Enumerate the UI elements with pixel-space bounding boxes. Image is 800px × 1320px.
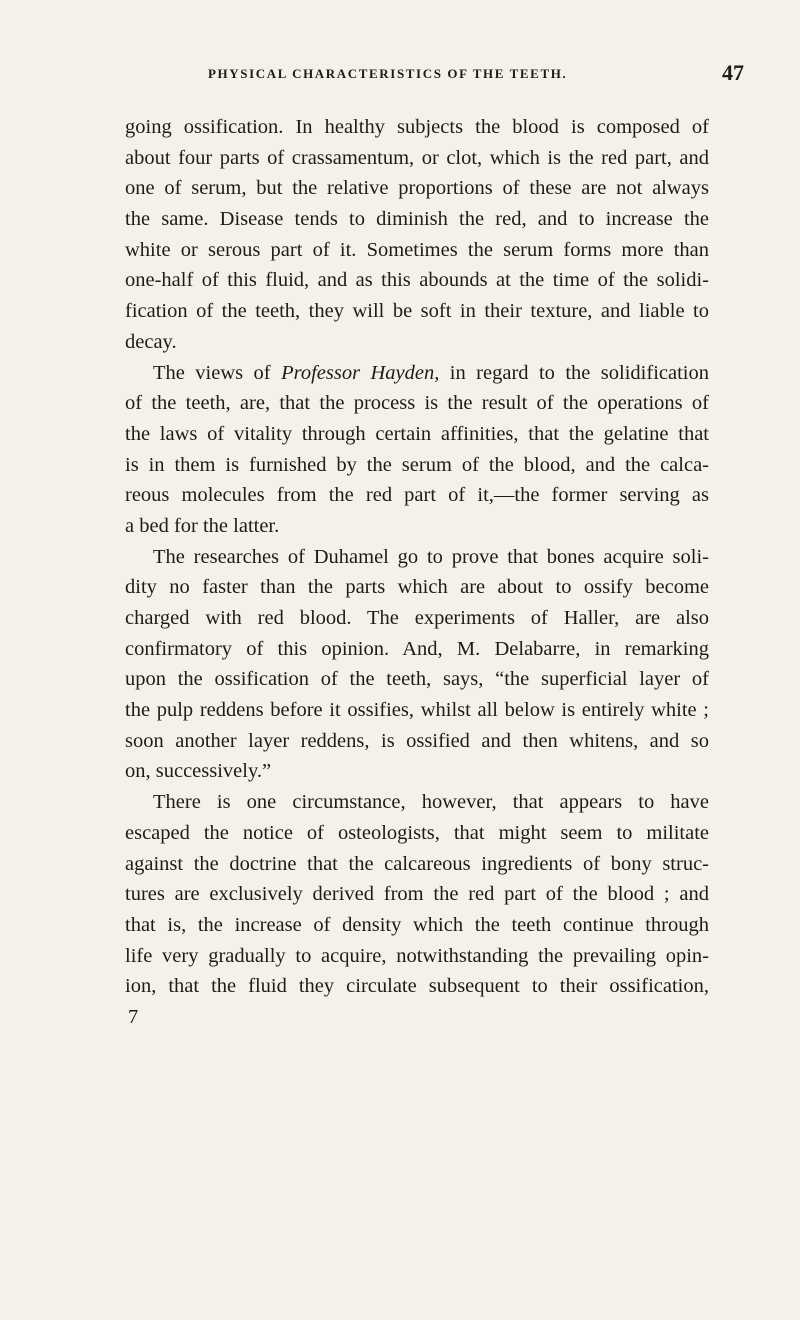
text-line: a bed for the latter. [125,514,280,537]
text-segment: The views of [153,361,282,384]
text-line [125,358,709,389]
text-line: charged with red blood. The experiments of Haller, are also [125,607,709,629]
text-line: against the doctrine that the calcareous ingredients of bony struc- [125,852,709,875]
text-segment: , in regard to the solidification [434,361,709,384]
body-text [125,112,709,1033]
text-line: fication of the teeth, they will be soft in their texture, and liable to [125,300,709,323]
text-line: dity no faster than the parts which are about to ossify become [125,576,709,599]
text-line: tures are exclusively derived from the red part of the blood ; and [125,883,709,906]
text-line: going ossification. In healthy subjects the blood is composed of [125,116,709,138]
text-line: the laws of vitality through certain affinities, that the gelatine that [125,422,709,445]
text-line: of the teeth, are, that the process is the result of the operations of [125,392,709,415]
signature-mark: 7 [128,1005,139,1028]
text-line: confirmatory of this opinion. And, M. Delabarre, in remarking [125,637,709,660]
italic-name: Professor Hayden [281,361,435,384]
text-line: soon another layer reddens, is ossified and then whitens, and so [125,729,709,752]
text-line: There is one circumstance, however, that appears to have [153,791,709,814]
text-line: white or serous part of it. Sometimes the serum forms more than [125,238,709,261]
text-line: the pulp reddens before it ossifies, whilst all below is entirely white ; [125,699,709,722]
text-line: life very gradually to acquire, notwithstanding the prevailing opin- [125,944,709,967]
text-line: reous molecules from the red part of it,—the former serving as [125,484,709,507]
text-line: upon the ossification of the teeth, says, “the superficial layer of [125,668,709,691]
running-title: PHYSICAL CHARACTERISTICS OF THE TEETH. [208,66,568,81]
text-line: decay. [125,330,177,353]
text-line: one-half of this fluid, and as this abounds at the time of the solidi- [125,269,709,292]
text-line: that is, the increase of density which the teeth continue through [125,913,709,936]
running-head [0,60,800,88]
text-line: the same. Disease tends to diminish the red, and to increase the [125,208,709,231]
page-number: 47 [722,60,744,85]
text-line: escaped the notice of osteologists, that might seem to militate [125,821,709,844]
text-line: about four parts of crassamentum, or clot, which is the red part, and [125,146,709,169]
text-line: is in them is furnished by the serum of the blood, and the calca- [125,453,709,476]
text-line: one of serum, but the relative proportions of these are not always [125,177,709,200]
text-line: The researches of Duhamel go to prove that bones acquire soli- [153,545,709,568]
text-line: ion, that the fluid they circulate subsequent to their ossification, [125,975,709,998]
text-line: on, successively.” [125,760,272,783]
